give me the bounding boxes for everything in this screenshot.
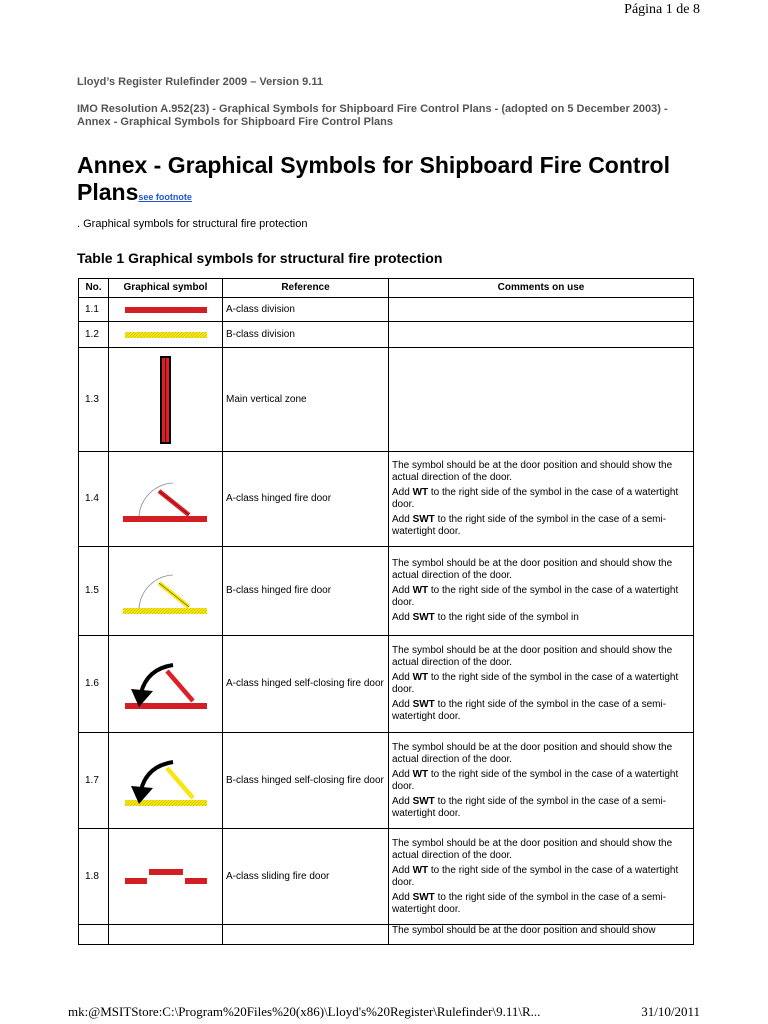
- comment-text: to the right side of the symbol in the case of a semi-watertight door.: [392, 891, 667, 915]
- row-reference: A-class division: [223, 298, 389, 322]
- comment-paragraph: [392, 838, 690, 862]
- comment-text: Add: [392, 585, 413, 596]
- comment-code: SWT: [412, 699, 435, 710]
- comment-text: to the right side of the symbol in: [434, 612, 579, 623]
- comment-paragraph: [392, 487, 690, 511]
- row-graphical-symbol: [109, 636, 223, 733]
- row-number: 1.1: [79, 298, 109, 322]
- comment-text: to the right side of the symbol in the case of a watertight door.: [392, 487, 679, 510]
- table-row: [79, 636, 694, 733]
- row-graphical-symbol: [109, 829, 223, 925]
- table-row: [79, 829, 694, 925]
- b-class-self-closing-fire-door-icon: [121, 746, 211, 816]
- comment-code: SWT: [412, 891, 435, 903]
- comment-text: Add: [392, 864, 413, 876]
- row-comments: [389, 925, 694, 945]
- row-number: 1.2: [79, 322, 109, 348]
- row-comments: [389, 547, 694, 636]
- comment-paragraph: [392, 699, 690, 723]
- row-number: 1.6: [79, 636, 109, 733]
- comment-paragraph: [392, 645, 690, 669]
- header-reference: Reference: [223, 279, 389, 298]
- page-title-line-2: Plans: [77, 179, 139, 205]
- comment-code: SWT: [412, 795, 435, 807]
- symbols-table: [78, 278, 694, 945]
- comment-text: to the right side of the symbol in the case of a semi-watertight door.: [392, 699, 667, 722]
- table-header-row: [79, 279, 694, 298]
- comment-text: The symbol should be at the door position and should show the actual direction of the door.: [392, 460, 673, 483]
- comment-paragraph: [392, 769, 690, 793]
- row-reference: A-class sliding fire door: [223, 829, 389, 925]
- row-reference: B-class hinged self-closing fire door: [223, 733, 389, 829]
- comment-text: Add: [392, 612, 413, 623]
- comment-text: The symbol should be at the door position and should show: [392, 925, 656, 936]
- comment-text: Add: [392, 672, 413, 683]
- comment-code: SWT: [412, 612, 435, 623]
- row-comments: [389, 322, 694, 348]
- comment-text: Add: [392, 768, 413, 780]
- comment-text: Add: [392, 891, 413, 903]
- comment-text: to the right side of the symbol in the case of a watertight door.: [392, 585, 679, 608]
- row-comments: [389, 733, 694, 829]
- comment-text: The symbol should be at the door position and should show the actual direction of the door.: [392, 741, 673, 765]
- a-class-sliding-fire-door-icon: [121, 862, 211, 892]
- row-graphical-symbol: [109, 298, 223, 322]
- comment-code: WT: [412, 768, 429, 780]
- table-row: [79, 925, 694, 945]
- comment-text: to the right side of the symbol in the case of a semi-watertight door.: [392, 795, 667, 819]
- b-class-division-icon: [121, 330, 211, 340]
- comment-paragraph: [392, 558, 690, 582]
- row-number: [79, 925, 109, 945]
- comment-paragraph: [392, 865, 690, 889]
- comment-text: The symbol should be at the door position and should show the actual direction of the door.: [392, 558, 673, 581]
- page-title-line-1: Annex - Graphical Symbols for Shipboard Fire Control: [77, 152, 670, 178]
- comment-paragraph: [392, 460, 690, 484]
- comment-code: WT: [412, 585, 429, 596]
- section-note: . Graphical symbols for structural fire protection: [77, 218, 308, 230]
- a-class-hinged-fire-door-icon: [121, 469, 211, 529]
- comment-text: to the right side of the symbol in the case of a semi-watertight door.: [392, 514, 667, 537]
- comment-text: The symbol should be at the door position and should show the actual direction of the door.: [392, 837, 673, 861]
- comment-text: to the right side of the symbol in the case of a watertight door.: [392, 768, 679, 792]
- row-reference: A-class hinged self-closing fire door: [223, 636, 389, 733]
- main-vertical-zone-icon: [156, 356, 176, 444]
- comment-text: The symbol should be at the door position and should show the actual direction of the door.: [392, 645, 673, 668]
- footer-path: mk:@MSITStore:C:\Program%20Files%20(x86)\Lloyd's%20Register\Rulefinder\9.11\R...: [68, 1004, 541, 1019]
- comment-paragraph: [392, 892, 690, 916]
- comment-code: WT: [412, 487, 429, 498]
- row-number: 1.5: [79, 547, 109, 636]
- row-comments: [389, 829, 694, 925]
- b-class-hinged-fire-door-icon: [121, 561, 211, 621]
- comment-code: SWT: [412, 514, 435, 525]
- comment-paragraph: [392, 612, 690, 624]
- row-comments: [389, 298, 694, 322]
- comment-paragraph: [392, 585, 690, 609]
- row-number: 1.4: [79, 452, 109, 547]
- comment-code: WT: [412, 864, 429, 876]
- row-graphical-symbol: [109, 733, 223, 829]
- row-comments: [389, 636, 694, 733]
- header-graphical-symbol: Graphical symbol: [109, 279, 223, 298]
- page-title: [77, 152, 697, 211]
- row-reference: B-class hinged fire door: [223, 547, 389, 636]
- table-title: Table 1 Graphical symbols for structural fire protection: [77, 250, 443, 266]
- row-reference: A-class hinged fire door: [223, 452, 389, 547]
- row-comments: [389, 348, 694, 452]
- comment-paragraph: [392, 672, 690, 696]
- page-number: Página 1 de 8: [624, 2, 700, 17]
- table-row: [79, 322, 694, 348]
- comment-paragraph: [392, 925, 690, 937]
- resolution-header-line-1: IMO Resolution A.952(23) - Graphical Symbols for Shipboard Fire Control Plans - (adopted on 5 December 2003) -: [77, 103, 668, 115]
- row-graphical-symbol: [109, 452, 223, 547]
- row-number: 1.7: [79, 733, 109, 829]
- row-reference: B-class division: [223, 322, 389, 348]
- footnote-link[interactable]: see footnote: [138, 192, 192, 202]
- table-row: [79, 348, 694, 452]
- source-header: Lloyd’s Register Rulefinder 2009 – Version 9.11: [77, 76, 323, 88]
- row-comments: [389, 452, 694, 547]
- row-graphical-symbol: [109, 348, 223, 452]
- row-number: 1.3: [79, 348, 109, 452]
- header-comments: Comments on use: [389, 279, 694, 298]
- comment-text: Add: [392, 699, 413, 710]
- row-reference: [223, 925, 389, 945]
- comment-paragraph: [392, 796, 690, 820]
- table-row: [79, 298, 694, 322]
- header-no: No.: [79, 279, 109, 298]
- comment-text: Add: [392, 795, 413, 807]
- table-row: [79, 547, 694, 636]
- table-row: [79, 733, 694, 829]
- row-graphical-symbol: [109, 322, 223, 348]
- comment-text: to the right side of the symbol in the case of a watertight door.: [392, 672, 679, 695]
- comment-text: Add: [392, 514, 413, 525]
- comment-text: Add: [392, 487, 413, 498]
- row-reference: Main vertical zone: [223, 348, 389, 452]
- comment-text: to the right side of the symbol in the case of a watertight door.: [392, 864, 679, 888]
- comment-paragraph: [392, 742, 690, 766]
- resolution-header-line-2: Annex - Graphical Symbols for Shipboard Fire Control Plans: [77, 116, 393, 128]
- comment-paragraph: [392, 514, 690, 538]
- a-class-division-icon: [121, 305, 211, 315]
- row-graphical-symbol: [109, 925, 223, 945]
- row-graphical-symbol: [109, 547, 223, 636]
- a-class-self-closing-fire-door-icon: [121, 649, 211, 719]
- footer-date: 31/10/2011: [641, 1004, 700, 1019]
- comment-code: WT: [412, 672, 429, 683]
- table-row: [79, 452, 694, 547]
- row-number: 1.8: [79, 829, 109, 925]
